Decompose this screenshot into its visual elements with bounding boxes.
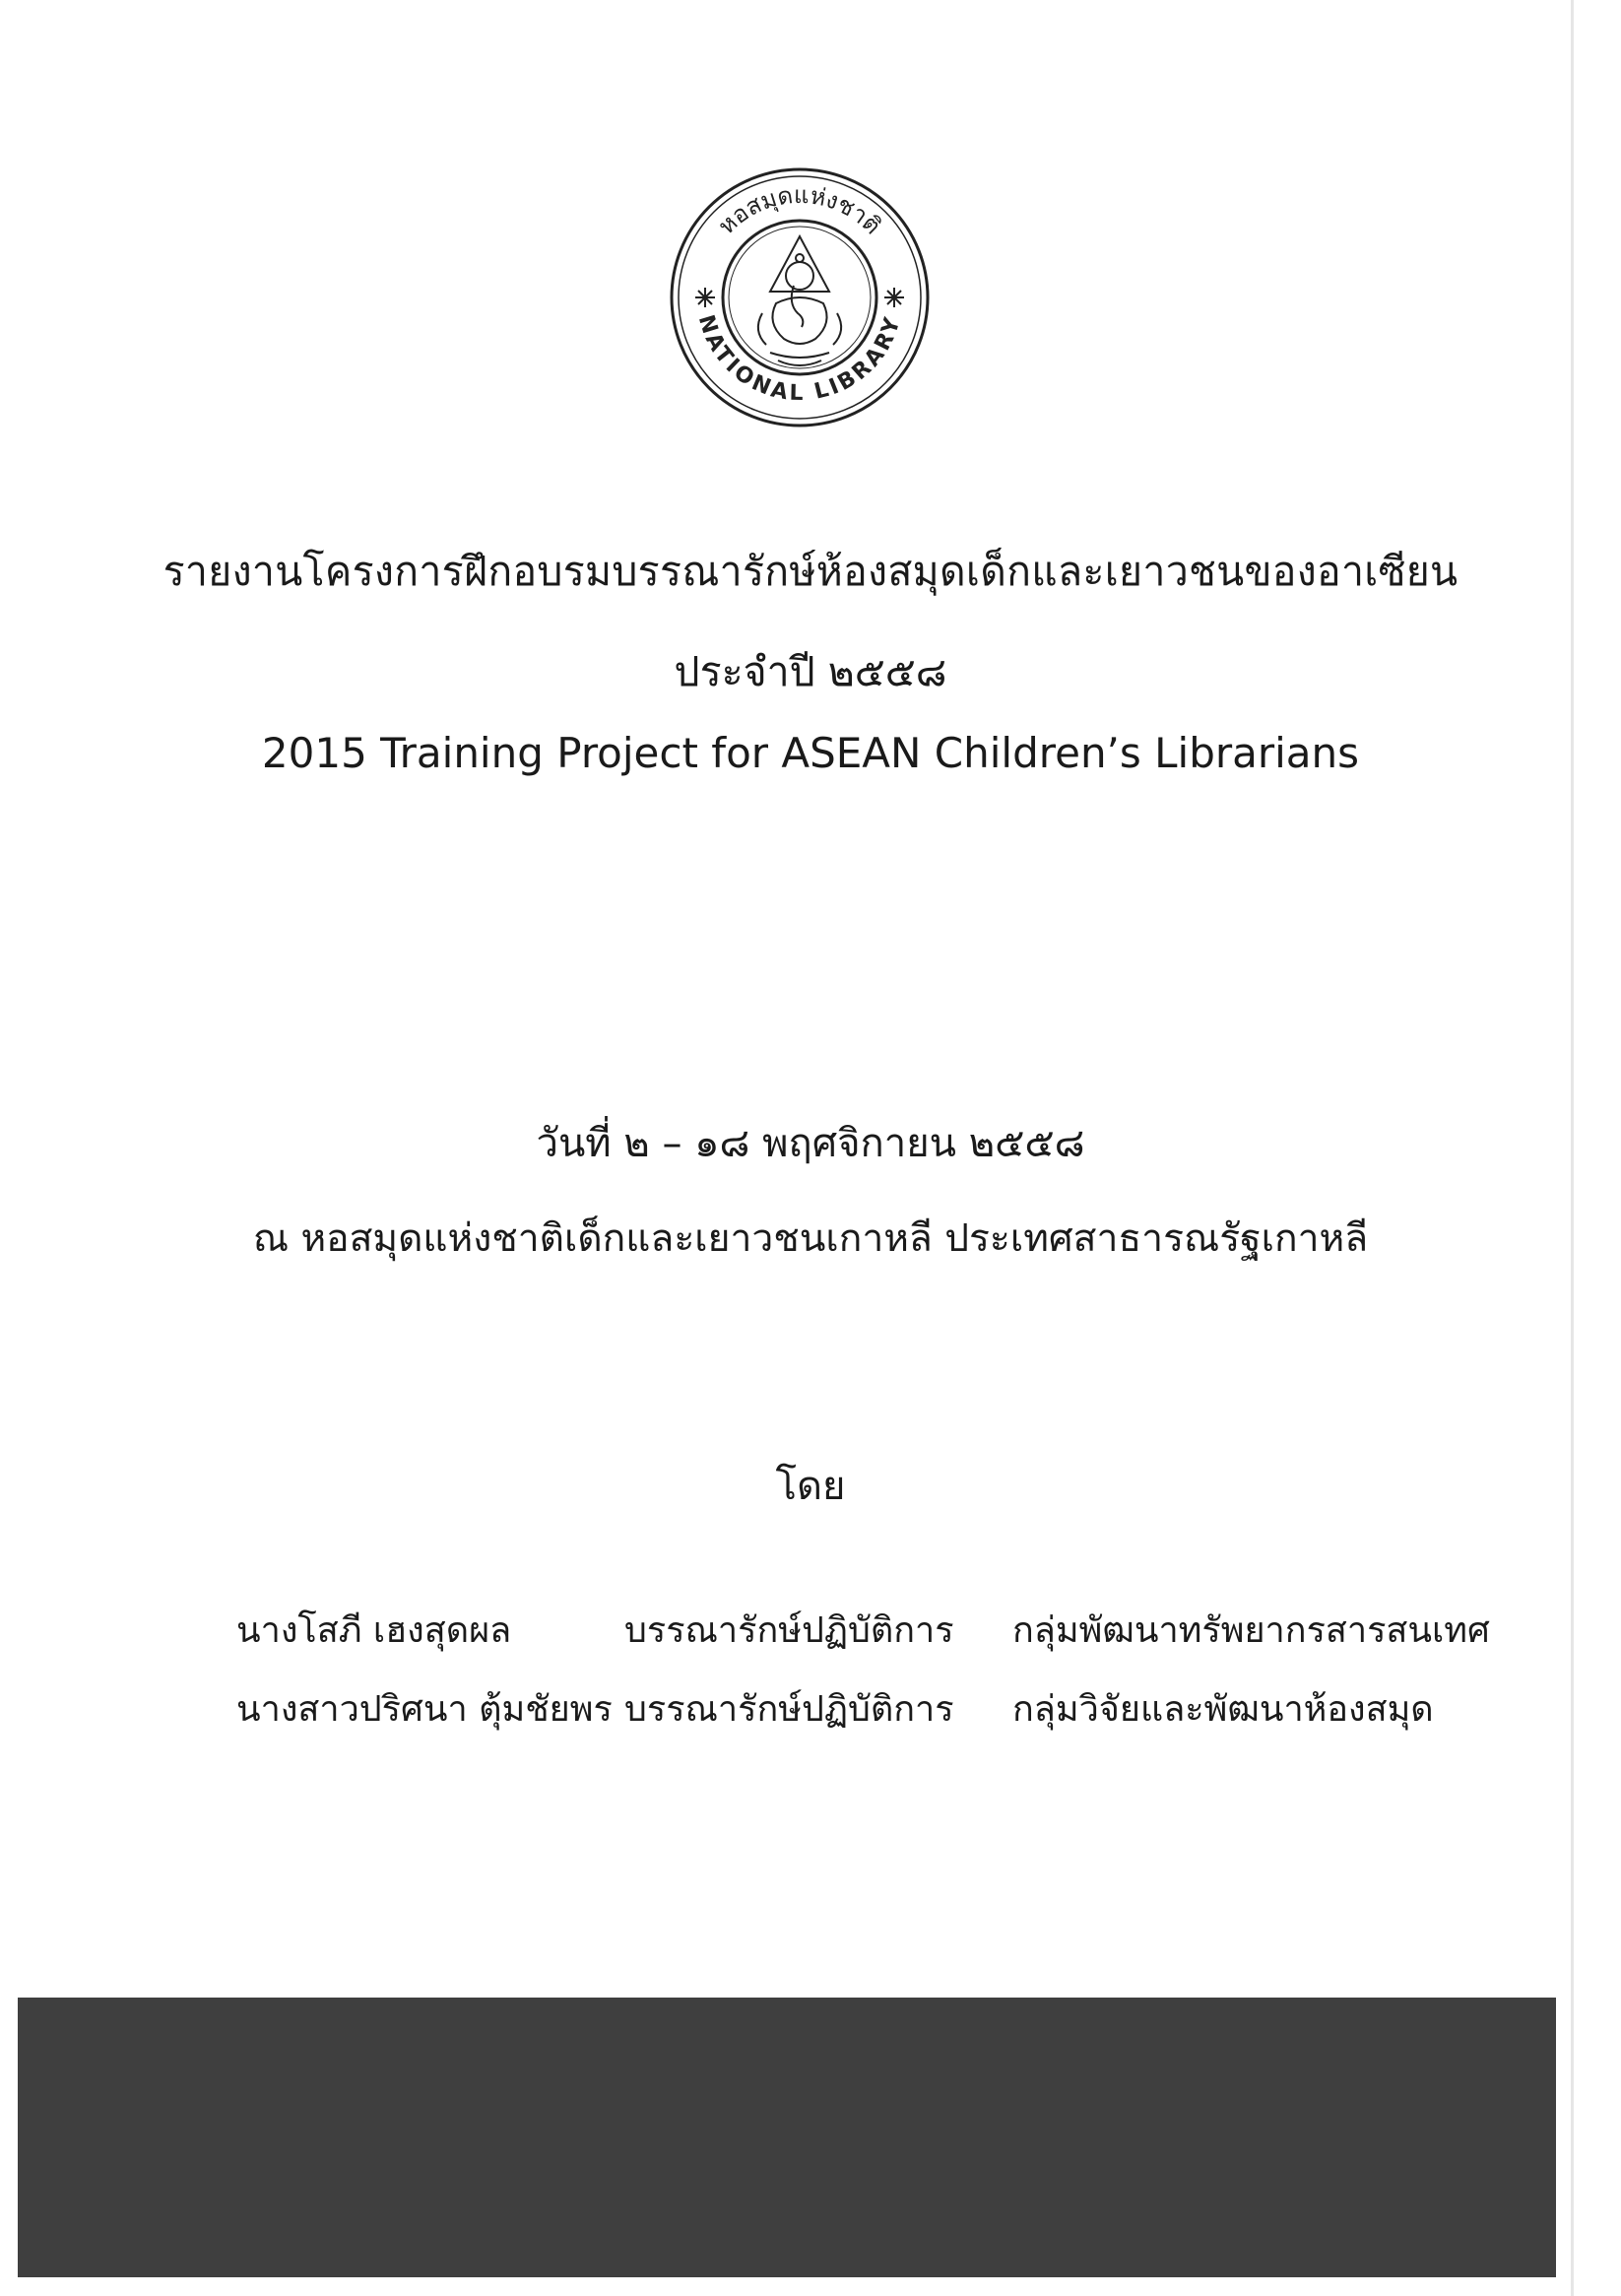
event-dates: วันที่ ๒ – ๑๘ พฤศจิกายน ๒๕๕๘ [536, 1121, 1085, 1166]
report-title-english: 2015 Training Project for ASEAN Children’s Librarians [261, 729, 1360, 777]
seal-star-left-icon [695, 288, 715, 307]
seal-bottom-text: NATIONAL LIBRARY [692, 311, 907, 407]
by-label: โดย [775, 1464, 846, 1509]
author-department: กลุ่มพัฒนาทรัพยากรสารสนเทศ [1012, 1610, 1490, 1651]
author-row [236, 1602, 1517, 1680]
author-position: บรรณารักษ์ปฏิบัติการ [624, 1689, 954, 1730]
author-department: กลุ่มวิจัยและพัฒนาห้องสมุด [1012, 1689, 1434, 1730]
author-name: นางโสภี เฮงสุดผล [236, 1610, 512, 1651]
authors-list [236, 1602, 1517, 1759]
report-title-thai: รายงานโครงการฝึกอบรมบรรณารักษ์ห้องสมุดเด็กและเยาวชนของอาเซียน [162, 548, 1459, 595]
national-library-seal [668, 165, 932, 429]
author-position: บรรณารักษ์ปฏิบัติการ [624, 1610, 954, 1651]
footer-band [18, 1998, 1556, 2277]
report-year: ประจำปี ๒๕๕๘ [674, 648, 947, 695]
ganesha-emblem-icon [758, 236, 841, 365]
author-name: นางสาวปริศนา ตุ้มชัยพร [236, 1689, 613, 1730]
event-venue: ณ หอสมุดแห่งชาติเด็กและเยาวชนเกาหลี ประเทศสาธารณรัฐเกาหลี [252, 1216, 1369, 1261]
seal-top-text: หอสมุดแห่งชาติ [712, 180, 887, 240]
seal-star-right-icon [884, 288, 904, 307]
author-row [236, 1680, 1517, 1759]
